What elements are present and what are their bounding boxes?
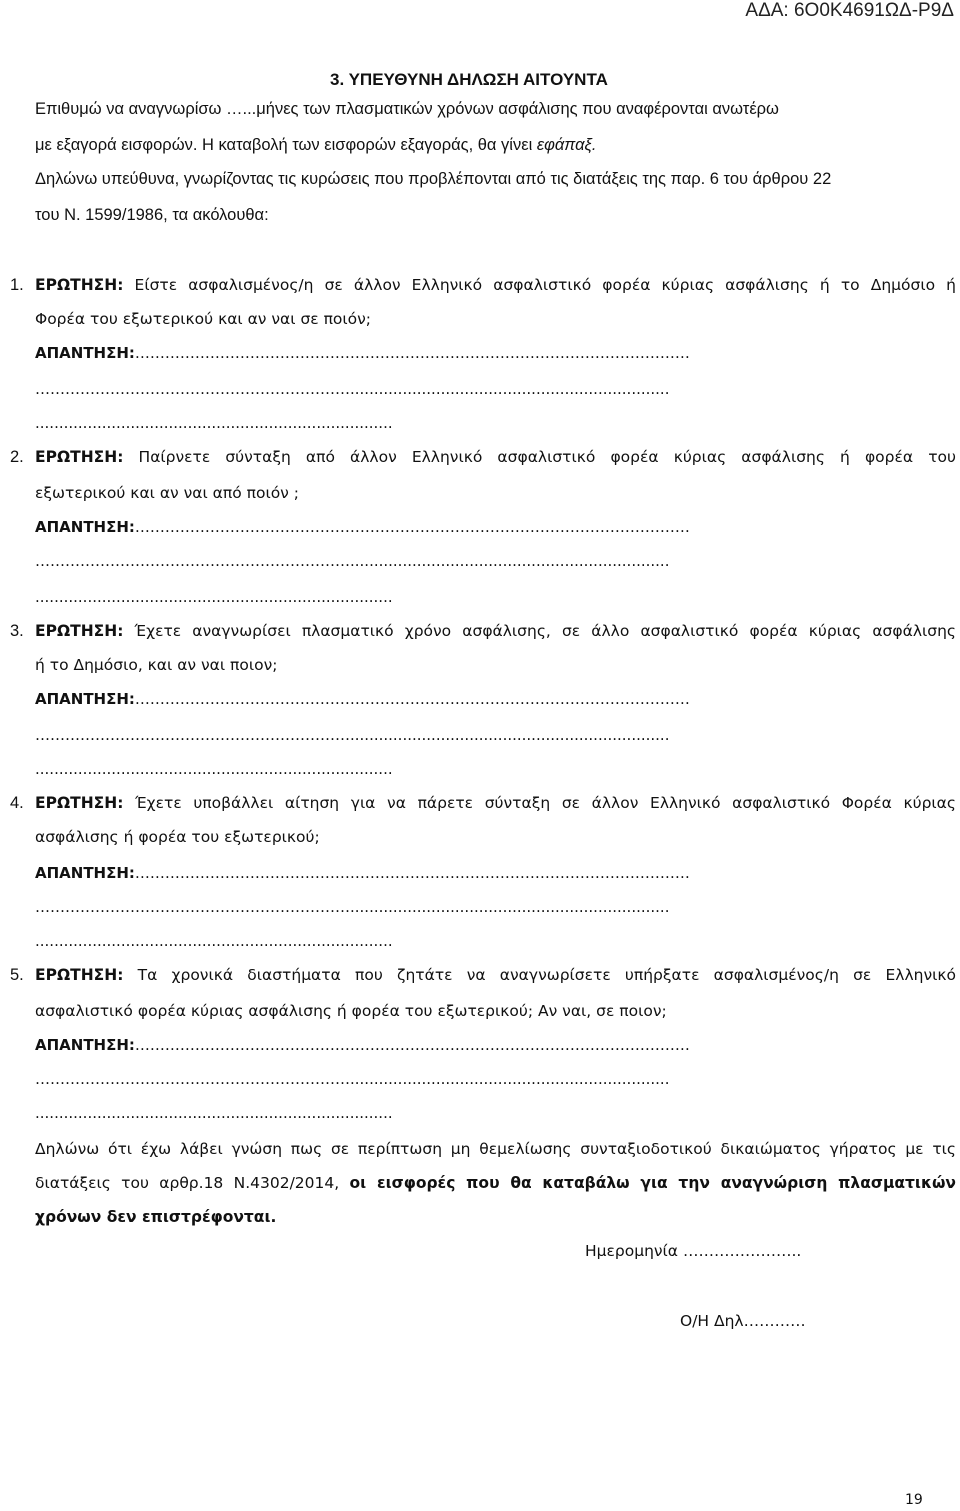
question-label: ΕΡΩΤΗΣΗ:: [35, 448, 124, 466]
answer-2-line-2: ………………………………………………………...................................................................: [35, 552, 670, 570]
question-4-line-2: ασφάλισης ή φορέα του εξωτερικού;: [35, 828, 320, 846]
answer-4-line-3: ...........................................................................: [35, 932, 393, 950]
declaration-line-2: [35, 1174, 956, 1192]
question-5-text: Τα χρονικά διαστήματα που ζητάτε να αναγνωρίσετε υπήρξατε ασφαλισμένος/η σε Ελληνικό: [123, 966, 956, 984]
question-label: ΕΡΩΤΗΣΗ:: [35, 794, 124, 812]
answer-label: ΑΠΑΝΤΗΣΗ:: [35, 1036, 135, 1054]
question-4-text: Έχετε υποβάλλει αίτηση για να πάρετε σύνταξη σε άλλον Ελληνικό ασφαλιστικό Φορέα κύριας: [123, 794, 956, 812]
answer-1-line-2: ………………………………………………………...................................................................: [35, 380, 670, 398]
date-field: Ημερομηνία …………………..: [585, 1242, 802, 1260]
question-4-line-1: [35, 794, 956, 812]
answer-2-line-1: [35, 518, 690, 536]
question-label: ΕΡΩΤΗΣΗ:: [35, 966, 124, 984]
answer-5-line-2: ………………………………………………………...................................................................: [35, 1070, 670, 1088]
question-2-line-1: [35, 448, 956, 466]
question-1-text: Είστε ασφαλισμένος/η σε άλλον Ελληνικό ασφαλιστικό φορέα κύριας ασφάλισης ή το Δημόσιο ή: [123, 276, 956, 294]
question-2-number: 2.: [10, 448, 24, 466]
answer-dots: …………………………………………………………………………………………………: [134, 864, 690, 882]
answer-dots: …………………………………………………………………………………………………: [134, 1036, 690, 1054]
question-1-number: 1.: [10, 276, 24, 294]
intro-line-3: Δηλώνω υπεύθυνα, γνωρίζοντας τις κυρώσεις που προβλέπονται από τις διατάξεις της παρ. 6 του άρθρου 22: [35, 170, 832, 188]
answer-4-line-1: [35, 864, 690, 882]
question-3-line-1: [35, 622, 956, 640]
question-label: ΕΡΩΤΗΣΗ:: [35, 276, 124, 294]
answer-4-line-2: ………………………………………………………...................................................................: [35, 898, 670, 916]
answer-5-line-3: ...........................................................................: [35, 1104, 393, 1122]
section-title: 3. ΥΠΕΥΘΥΝΗ ΔΗΛΩΣΗ ΑΙΤΟΥΝΤΑ: [330, 70, 608, 89]
declaration-line-2-text: διατάξεις του αρθρ.18 Ν.4302/2014,: [35, 1174, 350, 1192]
declaration-line-1: Δηλώνω ότι έχω λάβει γνώση πως σε περίπτωση μη θεμελίωσης συνταξιοδοτικού δικαιώματος γήρατος με τις: [35, 1140, 956, 1158]
question-5-line-1: [35, 966, 956, 984]
question-5-line-2: ασφαλιστικό φορέα κύριας ασφάλισης ή φορέα του εξωτερικού; Αν ναι, σε ποιον;: [35, 1002, 667, 1020]
answer-label: ΑΠΑΝΤΗΣΗ:: [35, 690, 135, 708]
question-1-line-2: Φορέα του εξωτερικού και αν ναι σε ποιόν;: [35, 310, 371, 328]
question-label: ΕΡΩΤΗΣΗ:: [35, 622, 124, 640]
question-2-line-2: εξωτερικού και αν ναι από ποιόν ;: [35, 484, 299, 502]
answer-1-line-1: [35, 344, 690, 362]
question-2-text: Παίρνετε σύνταξη από άλλον Ελληνικό ασφαλιστικό φορέα κύριας ασφάλισης ή φορέα του: [123, 448, 956, 466]
answer-1-line-3: ...........................................................................: [35, 414, 393, 432]
answer-5-line-1: [35, 1036, 690, 1054]
question-3-number: 3.: [10, 622, 24, 640]
question-3-text: Έχετε αναγνωρίσει πλασματικό χρόνο ασφάλισης, σε άλλο ασφαλιστικό φορέα κύριας ασφάλισης: [123, 622, 956, 640]
answer-2-line-3: ...........................................................................: [35, 588, 393, 606]
intro-line-2: [35, 136, 596, 155]
question-1-line-1: [35, 276, 956, 294]
intro-line-1: Επιθυμώ να αναγνωρίσω …...μήνες των πλασματικών χρόνων ασφάλισης που αναφέρονται ανωτέρω: [35, 100, 779, 118]
answer-dots: …………………………………………………………………………………………………: [134, 344, 690, 362]
answer-label: ΑΠΑΝΤΗΣΗ:: [35, 344, 135, 362]
answer-3-line-1: [35, 690, 690, 708]
answer-3-line-3: ...........................................................................: [35, 760, 393, 778]
answer-dots: …………………………………………………………………………………………………: [134, 690, 690, 708]
signature-field: Ο/Η Δηλ…………: [680, 1312, 806, 1330]
answer-dots: …………………………………………………………………………………………………: [134, 518, 690, 536]
question-3-line-2: ή το Δημόσιο, και αν ναι ποιον;: [35, 656, 278, 674]
page-number: 19: [905, 1492, 923, 1508]
ada-code: ΑΔΑ: 6Ο0Κ4691ΩΔ-Ρ9Δ: [745, 0, 954, 21]
declaration-line-2-bold: οι εισφορές που θα καταβάλω για την αναγνώριση πλασματικών: [349, 1174, 956, 1192]
intro-line-4: του Ν. 1599/1986, τα ακόλουθα:: [35, 206, 269, 224]
question-4-number: 4.: [10, 794, 24, 812]
answer-label: ΑΠΑΝΤΗΣΗ:: [35, 518, 135, 536]
declaration-line-3: χρόνων δεν επιστρέφονται.: [35, 1208, 277, 1226]
answer-3-line-2: ………………………………………………………...................................................................: [35, 726, 670, 744]
question-5-number: 5.: [10, 966, 24, 984]
intro-line-2-text: με εξαγορά εισφορών. Η καταβολή των εισφορών εξαγοράς, θα γίνει: [35, 136, 537, 154]
intro-line-2-emphasis: εφάπαξ.: [536, 136, 597, 154]
answer-label: ΑΠΑΝΤΗΣΗ:: [35, 864, 135, 882]
